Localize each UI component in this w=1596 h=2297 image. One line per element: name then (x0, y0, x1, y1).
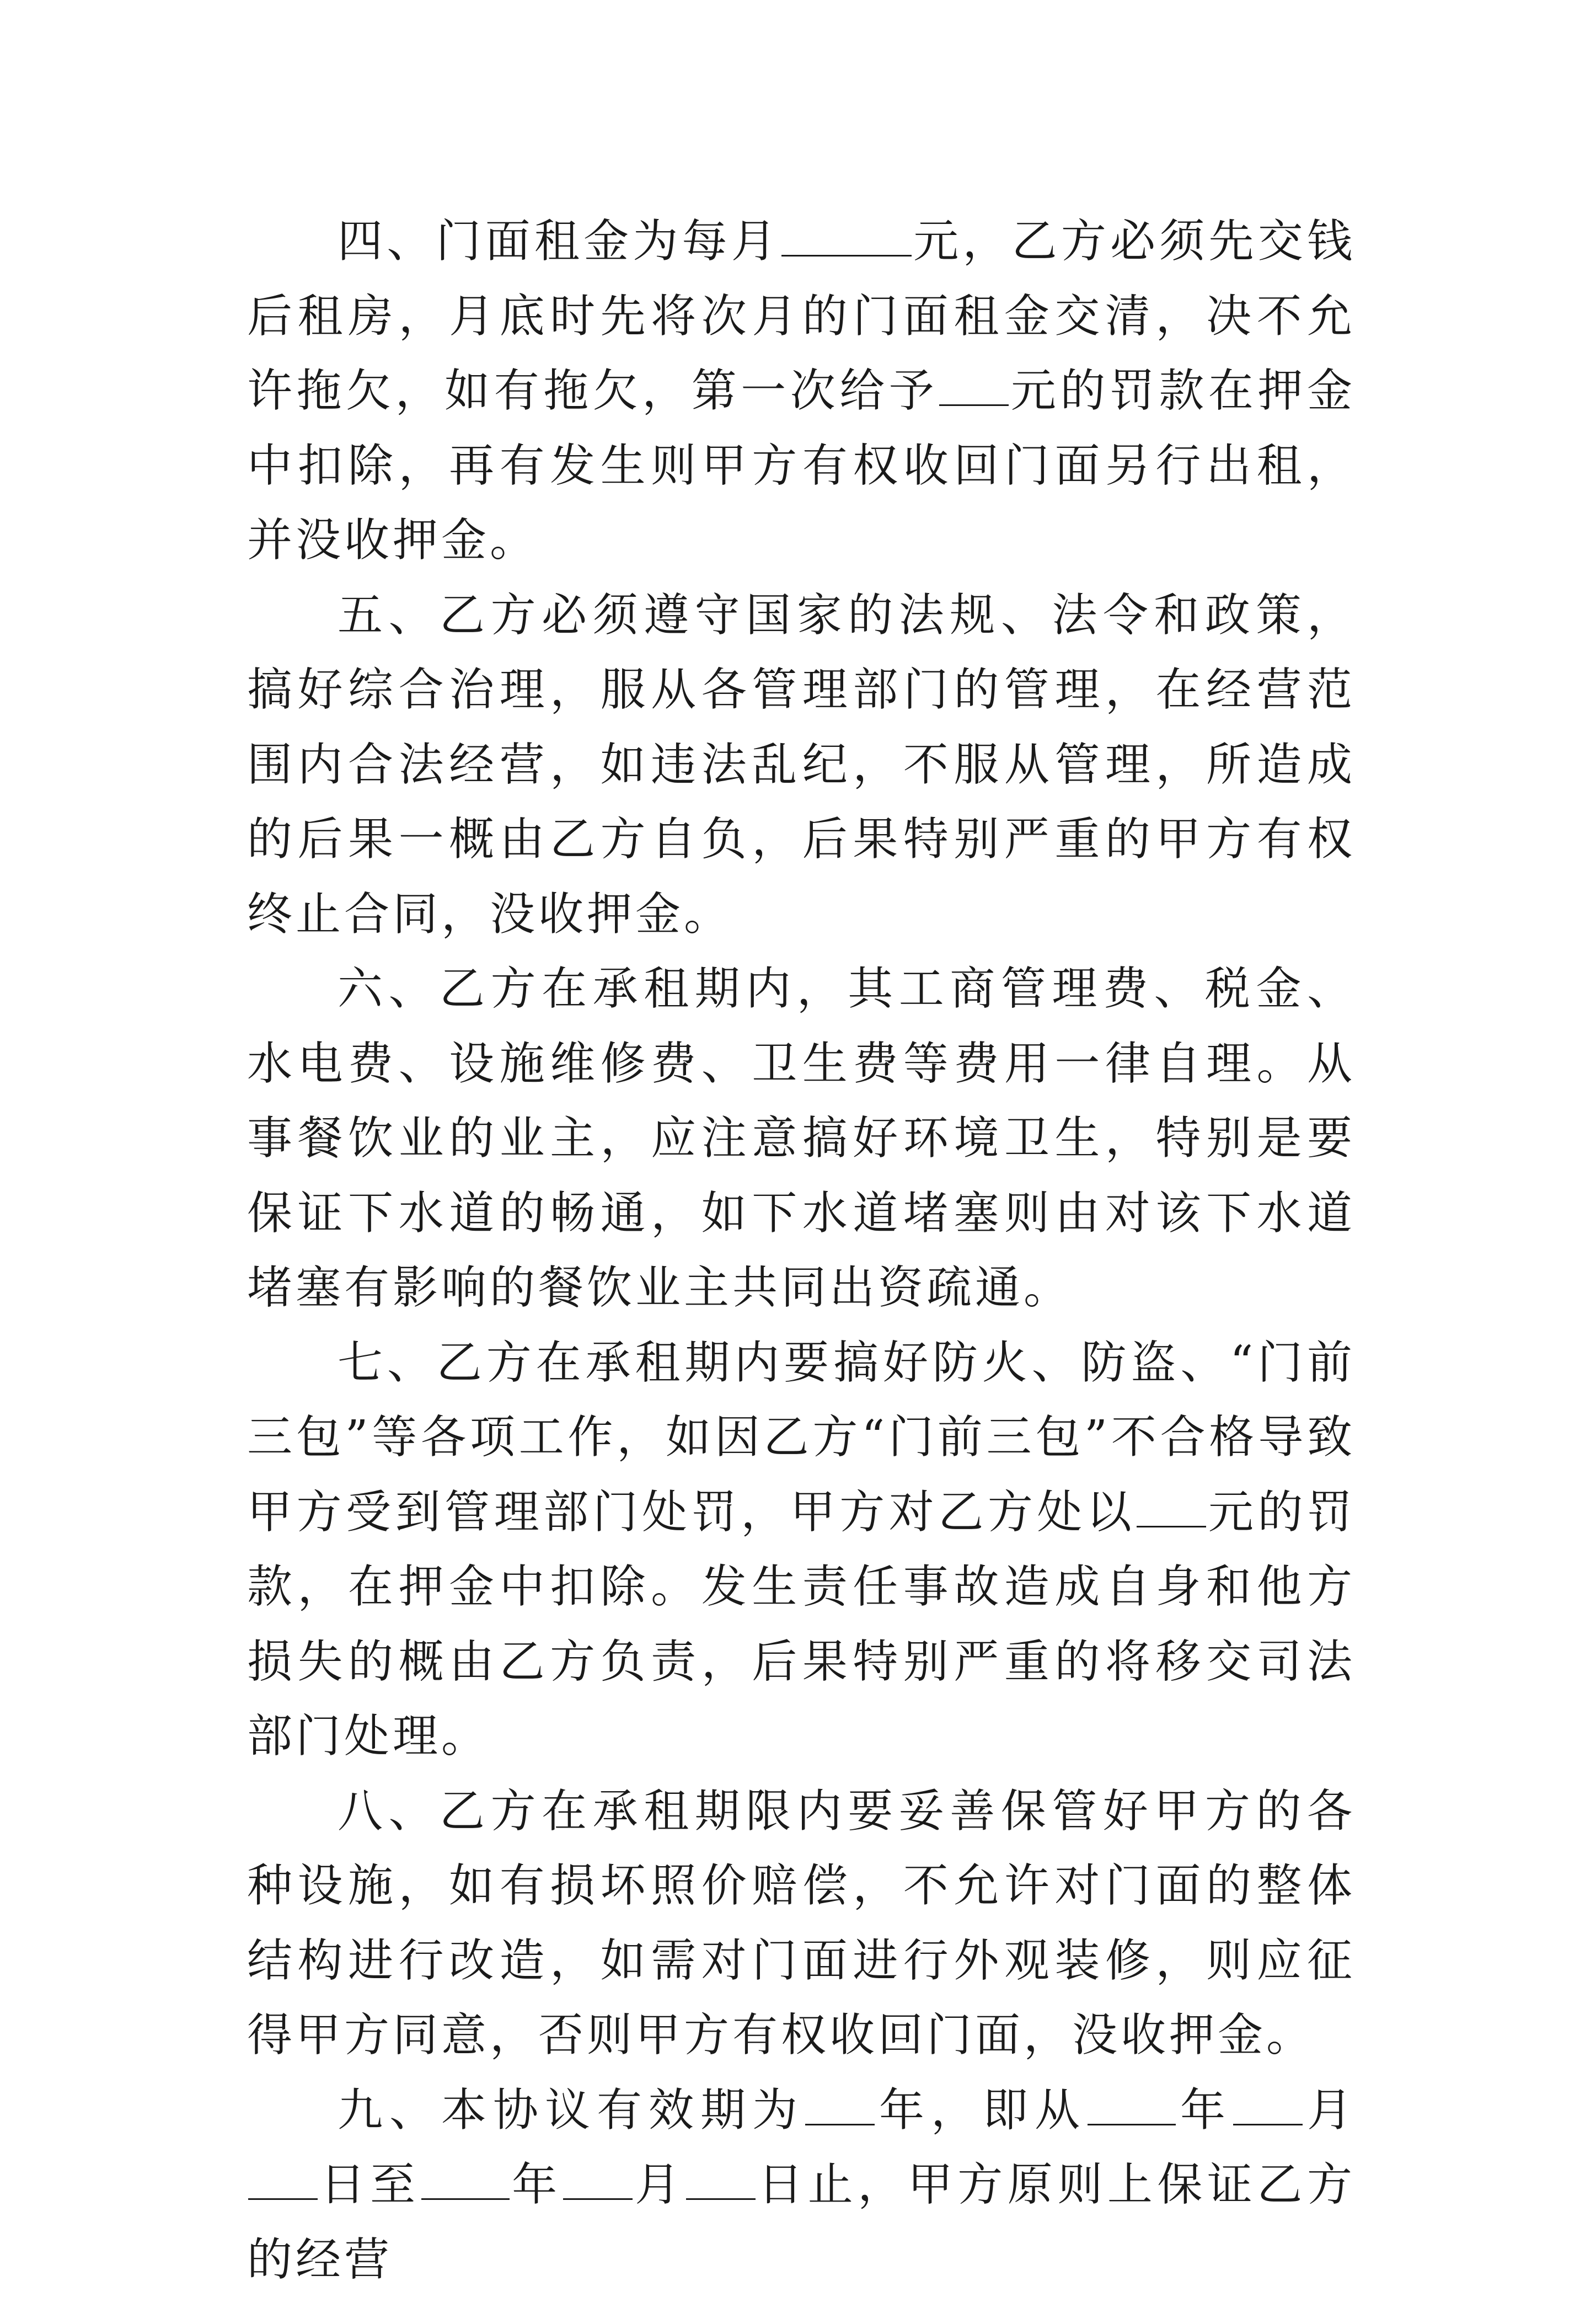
document-body (247, 204, 1356, 2297)
end-year-blank (421, 2153, 510, 2200)
start-year-blank (1088, 2079, 1176, 2125)
clause-4 (247, 204, 1356, 578)
term-years-blank (805, 2079, 875, 2125)
clause-8 (247, 1774, 1356, 2073)
clause-9-text-6: 年 (511, 2159, 562, 2211)
clause-9 (247, 2073, 1356, 2297)
end-day-blank (686, 2153, 756, 2200)
clause-9-text-1: 九、本协议有效期为 (338, 2084, 804, 2136)
clause-4-text-3: 元的罚款在押金中扣除，再有发生则甲方有权收回门面另行出租，并没收押金。 (247, 365, 1356, 567)
clause-5 (247, 578, 1356, 952)
clause-6 (247, 952, 1356, 1326)
clause-6-text: 六、乙方在承租期内，其工商管理费、税金、水电费、设施维修费、卫生费等费用一律自理。从事餐饮业的业主，应注意搞好环境卫生，特别是要保证下水道的畅通，如下水道堵塞则由对该下水道堵塞有影响的餐饮业主共同出资疏通。 (247, 963, 1356, 1314)
start-month-blank (1233, 2079, 1303, 2125)
clause-9-text-7: 月 (634, 2159, 685, 2211)
clause-7-text-2: 元的罚款，在押金中扣除。发生责任事故造成自身和他方损失的概由乙方负责，后果特别严重的将移交司法部门处理。 (247, 1486, 1356, 1763)
clause-4-text-1: 四、门面租金为每月 (338, 215, 780, 268)
clause-7 (247, 1326, 1356, 1774)
penalty-amount-blank (1137, 1481, 1206, 1527)
clause-4-text-2: 元，乙方必须先交钱后租房，月底时先将次月的门面租金交清，决不允许拖欠，如有拖欠，第一次给予 (247, 215, 1356, 417)
clause-9-text-8: 日止，甲方原则上保证乙方的经营 (247, 2159, 1356, 2286)
clause-5-text: 五、乙方必须遵守国家的法规、法令和政策，搞好综合治理，服从各管理部门的管理，在经营范围内合法经营，如违法乱纪，不服从管理，所造成的后果一概由乙方自负，后果特别严重的甲方有权终止合同，没收押金。 (247, 589, 1356, 941)
clause-9-text-3: 年 (1177, 2084, 1232, 2136)
start-day-blank (248, 2153, 318, 2200)
first-penalty-blank (939, 359, 1009, 406)
monthly-rent-blank (781, 210, 912, 257)
clause-9-text-5: 日至 (319, 2159, 420, 2211)
clause-9-text-2: 年，即从 (876, 2084, 1086, 2136)
end-month-blank (563, 2153, 633, 2200)
clause-9-text-4: 月 (1304, 2084, 1356, 2136)
clause-8-text: 八、乙方在承租期限内要妥善保管好甲方的各种设施，如有损坏照价赔偿，不允许对门面的整体结构进行改造，如需对门面进行外观装修，则应征得甲方同意，否则甲方有权收回门面，没收押金。 (247, 1785, 1356, 2062)
clause-7-text-1: 七、乙方在承租期内要搞好防火、防盗、“门前三包”等各项工作，如因乙方“门前三包”不合格导致甲方受到管理部门处罚，甲方对乙方处以 (247, 1337, 1356, 1539)
